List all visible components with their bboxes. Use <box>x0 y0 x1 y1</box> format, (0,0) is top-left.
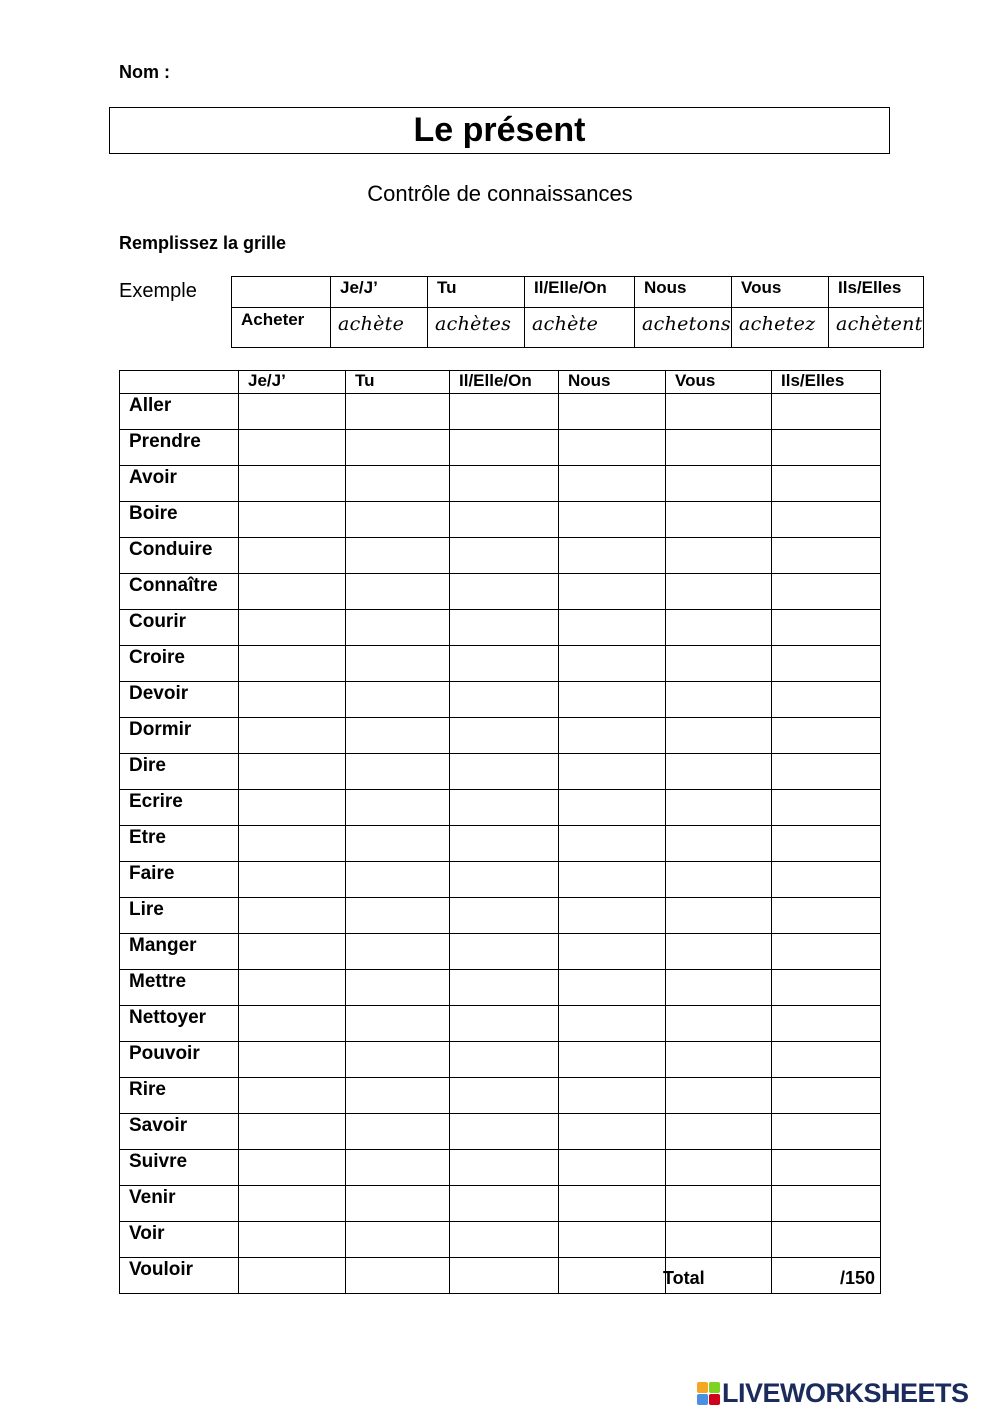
grid-header-cell: Je/J’ <box>239 371 346 394</box>
answer-cell[interactable] <box>346 790 450 826</box>
answer-cell[interactable] <box>450 574 559 610</box>
example-header-cell: Ils/Elles <box>829 277 924 308</box>
answer-cell[interactable] <box>450 754 559 790</box>
answer-cell[interactable] <box>450 1186 559 1222</box>
answer-cell[interactable] <box>772 394 881 430</box>
answer-cell[interactable] <box>666 646 772 682</box>
example-answer: achètent <box>829 308 924 348</box>
answer-cell[interactable] <box>450 898 559 934</box>
grid-row <box>120 574 881 610</box>
verb-label: Nettoyer <box>120 1006 239 1042</box>
answer-cell[interactable] <box>239 502 346 538</box>
grid-row <box>120 502 881 538</box>
verb-label: Etre <box>120 826 239 862</box>
answer-cell[interactable] <box>559 538 666 574</box>
grid-header-cell: Vous <box>666 371 772 394</box>
verb-label: Dormir <box>120 718 239 754</box>
grid-row <box>120 934 881 970</box>
answer-cell[interactable] <box>239 1006 346 1042</box>
answer-cell[interactable] <box>559 934 666 970</box>
verb-label: Faire <box>120 862 239 898</box>
answer-cell[interactable] <box>450 502 559 538</box>
grid-row <box>120 754 881 790</box>
answer-cell[interactable] <box>239 1150 346 1186</box>
total-score: /150 <box>840 1268 876 1288</box>
answer-cell[interactable] <box>559 790 666 826</box>
answer-cell[interactable] <box>772 754 881 790</box>
grid-row <box>120 466 881 502</box>
grid-header-cell: Tu <box>346 371 450 394</box>
example-answer: achetez <box>732 308 829 348</box>
answer-cell[interactable] <box>450 682 559 718</box>
answer-cell[interactable] <box>772 934 881 970</box>
instruction-text: Remplissez la grille <box>119 233 287 253</box>
example-answer: achète <box>331 308 428 348</box>
answer-cell[interactable] <box>559 718 666 754</box>
answer-cell[interactable] <box>239 1042 346 1078</box>
answer-cell[interactable] <box>346 754 450 790</box>
answer-cell[interactable] <box>666 394 772 430</box>
grid-row <box>120 430 881 466</box>
answer-cell[interactable] <box>450 1114 559 1150</box>
verb-label: Pouvoir <box>120 1042 239 1078</box>
answer-cell[interactable] <box>666 970 772 1006</box>
answer-cell[interactable] <box>450 1258 559 1294</box>
answer-cell[interactable] <box>450 718 559 754</box>
answer-cell[interactable] <box>239 538 346 574</box>
answer-cell[interactable] <box>666 610 772 646</box>
grid-row <box>120 394 881 430</box>
answer-cell[interactable] <box>239 934 346 970</box>
answer-cell[interactable] <box>666 1186 772 1222</box>
answer-cell[interactable] <box>666 682 772 718</box>
answer-cell[interactable] <box>666 754 772 790</box>
verb-label: Courir <box>120 610 239 646</box>
answer-cell[interactable] <box>239 682 346 718</box>
answer-cell[interactable] <box>239 466 346 502</box>
answer-cell[interactable] <box>559 1222 666 1258</box>
verb-label: Savoir <box>120 1114 239 1150</box>
answer-cell[interactable] <box>346 1150 450 1186</box>
logo-square <box>709 1382 720 1393</box>
answer-cell[interactable] <box>450 1078 559 1114</box>
answer-cell[interactable] <box>450 970 559 1006</box>
answer-cell[interactable] <box>559 394 666 430</box>
answer-cell[interactable] <box>772 646 881 682</box>
answer-cell[interactable] <box>559 1186 666 1222</box>
logo-square <box>697 1394 708 1405</box>
answer-cell[interactable] <box>666 1222 772 1258</box>
verb-label: Prendre <box>120 430 239 466</box>
answer-cell[interactable] <box>450 430 559 466</box>
verb-label: Croire <box>120 646 239 682</box>
answer-cell[interactable] <box>666 826 772 862</box>
answer-cell[interactable] <box>666 718 772 754</box>
answer-cell[interactable] <box>346 538 450 574</box>
answer-cell[interactable] <box>346 862 450 898</box>
verb-label: Voir <box>120 1222 239 1258</box>
logo-text: LIVEWORKSHEETS <box>722 1377 969 1408</box>
grid-row <box>120 1258 881 1294</box>
answer-cell[interactable] <box>239 862 346 898</box>
verb-label: Venir <box>120 1186 239 1222</box>
grid-row <box>120 610 881 646</box>
answer-cell[interactable] <box>239 574 346 610</box>
grid-header-cell <box>120 371 239 394</box>
answer-cell[interactable] <box>772 1078 881 1114</box>
example-header-row <box>232 277 924 308</box>
answer-cell[interactable] <box>772 610 881 646</box>
total-label: Total <box>663 1268 705 1288</box>
page-title: Le présent <box>109 107 890 154</box>
answer-cell[interactable] <box>772 790 881 826</box>
verb-label: Boire <box>120 502 239 538</box>
answer-cell[interactable] <box>559 862 666 898</box>
verb-label: Avoir <box>120 466 239 502</box>
answer-cell[interactable] <box>559 1042 666 1078</box>
grid-row <box>120 898 881 934</box>
answer-cell[interactable] <box>772 1150 881 1186</box>
answer-cell[interactable] <box>346 1186 450 1222</box>
answer-cell[interactable] <box>450 646 559 682</box>
example-answer: achetons <box>635 308 732 348</box>
example-header-cell <box>232 277 331 308</box>
answer-cell[interactable] <box>346 1114 450 1150</box>
name-label: Nom : <box>119 62 170 82</box>
example-header-cell: Il/Elle/On <box>525 277 635 308</box>
verb-label: Conduire <box>120 538 239 574</box>
answer-cell[interactable] <box>346 1222 450 1258</box>
answer-cell[interactable] <box>666 430 772 466</box>
answer-cell[interactable] <box>559 1006 666 1042</box>
grid-header-cell: Ils/Elles <box>772 371 881 394</box>
answer-cell[interactable] <box>666 502 772 538</box>
answer-cell[interactable] <box>239 394 346 430</box>
answer-cell[interactable] <box>239 610 346 646</box>
verb-label: Rire <box>120 1078 239 1114</box>
answer-cell[interactable] <box>559 466 666 502</box>
verb-label: Suivre <box>120 1150 239 1186</box>
answer-cell[interactable] <box>666 466 772 502</box>
answer-cell[interactable] <box>666 1042 772 1078</box>
answer-cell[interactable] <box>450 394 559 430</box>
answer-cell[interactable] <box>772 538 881 574</box>
grid-row <box>120 1042 881 1078</box>
answer-cell[interactable] <box>666 790 772 826</box>
answer-cell[interactable] <box>450 790 559 826</box>
answer-cell[interactable] <box>559 826 666 862</box>
grid-row <box>120 1150 881 1186</box>
answer-cell[interactable] <box>559 1114 666 1150</box>
answer-cell[interactable] <box>346 718 450 754</box>
answer-cell[interactable] <box>772 1042 881 1078</box>
answer-cell[interactable] <box>559 1258 666 1294</box>
answer-cell[interactable] <box>559 1150 666 1186</box>
logo-square <box>709 1394 720 1405</box>
answer-cell[interactable] <box>772 1186 881 1222</box>
grid-row <box>120 1222 881 1258</box>
answer-cell[interactable] <box>239 1114 346 1150</box>
answer-cell[interactable] <box>346 394 450 430</box>
answer-cell[interactable] <box>346 646 450 682</box>
answer-cell[interactable] <box>559 430 666 466</box>
answer-cell[interactable] <box>559 682 666 718</box>
answer-cell[interactable] <box>772 682 881 718</box>
answer-cell[interactable] <box>346 1258 450 1294</box>
page-subtitle: Contrôle de connaissances <box>367 181 633 206</box>
answer-cell[interactable] <box>346 970 450 1006</box>
answer-cell[interactable] <box>559 754 666 790</box>
answer-cell[interactable] <box>239 1078 346 1114</box>
logo-square <box>697 1382 708 1393</box>
answer-cell[interactable] <box>450 934 559 970</box>
answer-cell[interactable] <box>239 970 346 1006</box>
answer-cell[interactable] <box>666 862 772 898</box>
answer-cell[interactable] <box>772 826 881 862</box>
answer-cell[interactable] <box>772 466 881 502</box>
grid-row <box>120 1006 881 1042</box>
answer-cell[interactable] <box>559 502 666 538</box>
answer-cell[interactable] <box>450 1042 559 1078</box>
answer-cell[interactable] <box>239 790 346 826</box>
answer-cell[interactable] <box>666 1150 772 1186</box>
answer-cell[interactable] <box>346 502 450 538</box>
answer-cell[interactable] <box>450 826 559 862</box>
verb-label: Manger <box>120 934 239 970</box>
answer-cell[interactable] <box>450 1006 559 1042</box>
liveworksheets-logo <box>697 1378 969 1408</box>
grid-row <box>120 646 881 682</box>
logo-mark-icon <box>697 1382 720 1405</box>
answer-cell[interactable] <box>772 1006 881 1042</box>
answer-cell[interactable] <box>772 862 881 898</box>
verb-label: Devoir <box>120 682 239 718</box>
answer-cell[interactable] <box>772 430 881 466</box>
verb-label: Vouloir <box>120 1258 239 1294</box>
example-verb: Acheter <box>232 308 331 348</box>
answer-cell[interactable] <box>239 826 346 862</box>
grid-row <box>120 1114 881 1150</box>
answer-cell[interactable] <box>239 1222 346 1258</box>
answer-cell[interactable] <box>346 1042 450 1078</box>
answer-cell[interactable] <box>772 574 881 610</box>
answer-cell[interactable] <box>772 502 881 538</box>
answer-cell[interactable] <box>239 430 346 466</box>
answer-cell[interactable] <box>772 898 881 934</box>
grid-header-cell: Il/Elle/On <box>450 371 559 394</box>
answer-cell[interactable] <box>559 898 666 934</box>
answer-cell[interactable] <box>772 1222 881 1258</box>
answer-cell[interactable] <box>450 610 559 646</box>
example-answer: achète <box>525 308 635 348</box>
answer-cell[interactable] <box>239 754 346 790</box>
example-row <box>232 308 924 348</box>
verb-label: Connaître <box>120 574 239 610</box>
example-header-cell: Tu <box>428 277 525 308</box>
answer-cell[interactable] <box>346 610 450 646</box>
answer-cell[interactable] <box>346 898 450 934</box>
example-label: Exemple <box>119 280 197 302</box>
verb-label: Lire <box>120 898 239 934</box>
answer-cell[interactable] <box>666 1078 772 1114</box>
grid-row <box>120 826 881 862</box>
answer-cell[interactable] <box>346 934 450 970</box>
answer-cell[interactable] <box>772 970 881 1006</box>
answer-cell[interactable] <box>559 1078 666 1114</box>
answer-cell[interactable] <box>346 466 450 502</box>
answer-cell[interactable] <box>666 1114 772 1150</box>
answer-cell[interactable] <box>346 682 450 718</box>
answer-cell[interactable] <box>346 574 450 610</box>
answer-cell[interactable] <box>239 1186 346 1222</box>
answer-cell[interactable] <box>346 826 450 862</box>
verb-label: Mettre <box>120 970 239 1006</box>
answer-cell[interactable] <box>346 430 450 466</box>
answer-cell[interactable] <box>450 1222 559 1258</box>
answer-cell[interactable] <box>559 610 666 646</box>
answer-cell[interactable] <box>346 1078 450 1114</box>
grid-row <box>120 790 881 826</box>
grid-row <box>120 862 881 898</box>
grid-row <box>120 718 881 754</box>
conjugation-grid <box>119 370 881 1294</box>
answer-cell[interactable] <box>666 934 772 970</box>
answer-cell[interactable] <box>772 1114 881 1150</box>
verb-label: Dire <box>120 754 239 790</box>
grid-row <box>120 970 881 1006</box>
answer-cell[interactable] <box>239 646 346 682</box>
example-header-cell: Je/J’ <box>331 277 428 308</box>
answer-cell[interactable] <box>450 1150 559 1186</box>
grid-row <box>120 682 881 718</box>
answer-cell[interactable] <box>450 466 559 502</box>
answer-cell[interactable] <box>559 646 666 682</box>
grid-header-row <box>120 371 881 394</box>
example-header-cell: Vous <box>732 277 829 308</box>
answer-cell[interactable] <box>666 574 772 610</box>
example-header-cell: Nous <box>635 277 732 308</box>
answer-cell[interactable] <box>346 1006 450 1042</box>
answer-cell[interactable] <box>450 538 559 574</box>
grid-header-cell: Nous <box>559 371 666 394</box>
example-answer: achètes <box>428 308 525 348</box>
answer-cell[interactable] <box>559 574 666 610</box>
answer-cell[interactable] <box>239 898 346 934</box>
grid-row <box>120 1186 881 1222</box>
answer-cell[interactable] <box>666 898 772 934</box>
answer-cell[interactable] <box>239 718 346 754</box>
grid-row <box>120 538 881 574</box>
verb-label: Ecrire <box>120 790 239 826</box>
answer-cell[interactable] <box>450 862 559 898</box>
answer-cell[interactable] <box>666 538 772 574</box>
answer-cell[interactable] <box>239 1258 346 1294</box>
verb-label: Aller <box>120 394 239 430</box>
example-table <box>231 276 924 348</box>
answer-cell[interactable] <box>772 718 881 754</box>
answer-cell[interactable] <box>666 1006 772 1042</box>
grid-row <box>120 1078 881 1114</box>
answer-cell[interactable] <box>559 970 666 1006</box>
